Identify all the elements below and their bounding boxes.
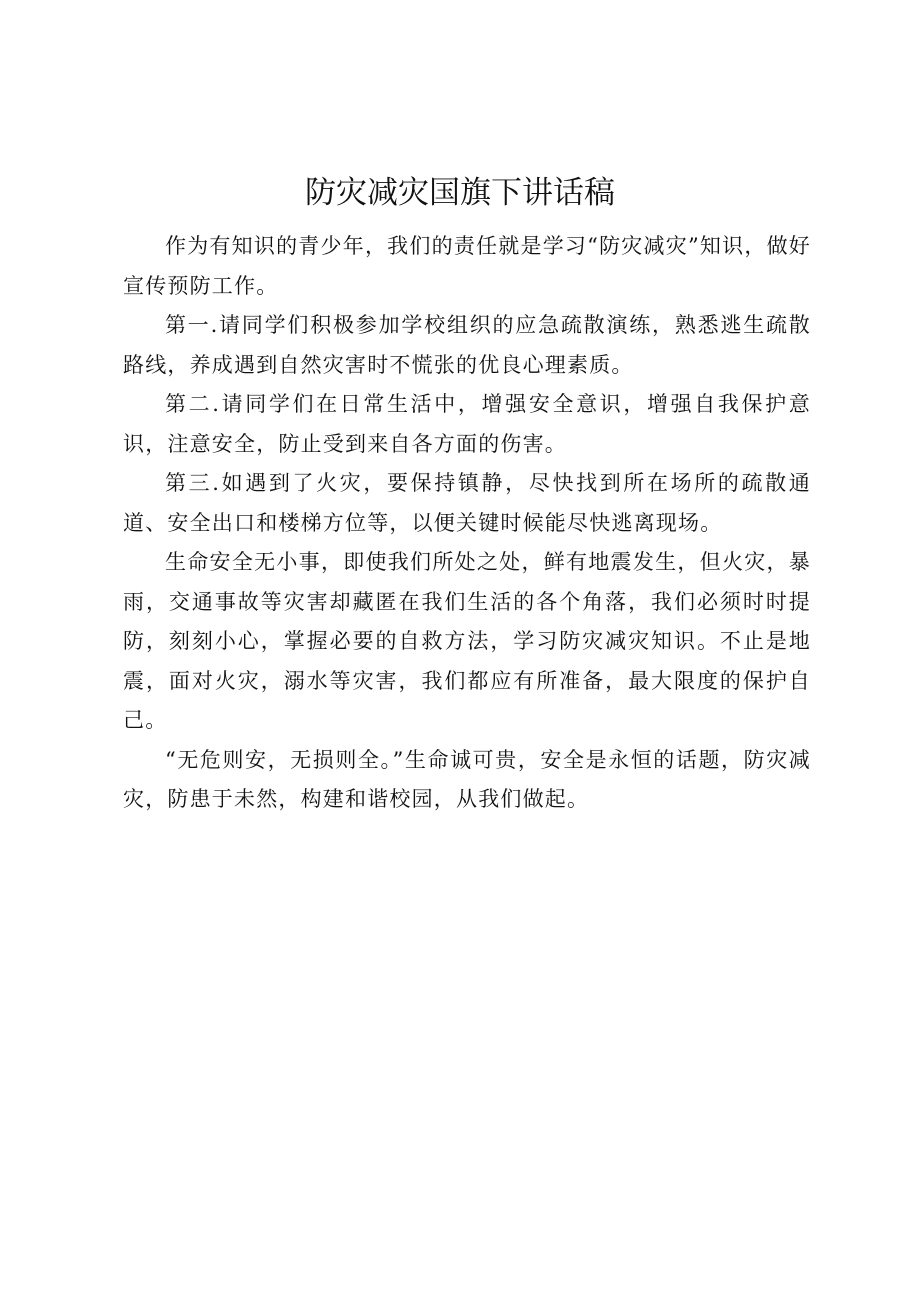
document-title: 防灾减灾国旗下讲话稿	[305, 175, 615, 211]
paragraph-closing: “无危则安，无损则全。”生命诚可贵，安全是永恒的话题，防灾减灾，防患于未然，构建和谐校园，从我们做起。	[123, 747, 811, 811]
paragraph-first: 第一.请同学们积极参加学校组织的应急疏散演练，熟悉逃生疏散路线，养成遇到自然灾害时不慌张的优良心理素质。	[123, 313, 811, 377]
document-body	[123, 227, 811, 820]
paragraph-safety: 生命安全无小事，即使我们所处之处，鲜有地震发生，但火灾，暴雨，交通事故等灾害却藏匿在我们生活的各个角落，我们必须时时提防，刻刻小心，掌握必要的自救方法，学习防灾减灾知识。不止是地震，面对火灾，溺水等灾害，我们都应有所准备，最大限度的保护自己。	[123, 550, 811, 732]
paragraph-intro: 作为有知识的青少年，我们的责任就是学习“防灾减灾”知识，做好宣传预防工作。	[123, 234, 811, 298]
paragraph-second: 第二.请同学们在日常生活中，增强安全意识，增强自我保护意识，注意安全，防止受到来自各方面的伤害。	[123, 392, 811, 456]
paragraph-third: 第三.如遇到了火灾，要保持镇静，尽快找到所在场所的疏散通道、安全出口和楼梯方位等，以便关键时候能尽快逃离现场。	[123, 471, 811, 535]
